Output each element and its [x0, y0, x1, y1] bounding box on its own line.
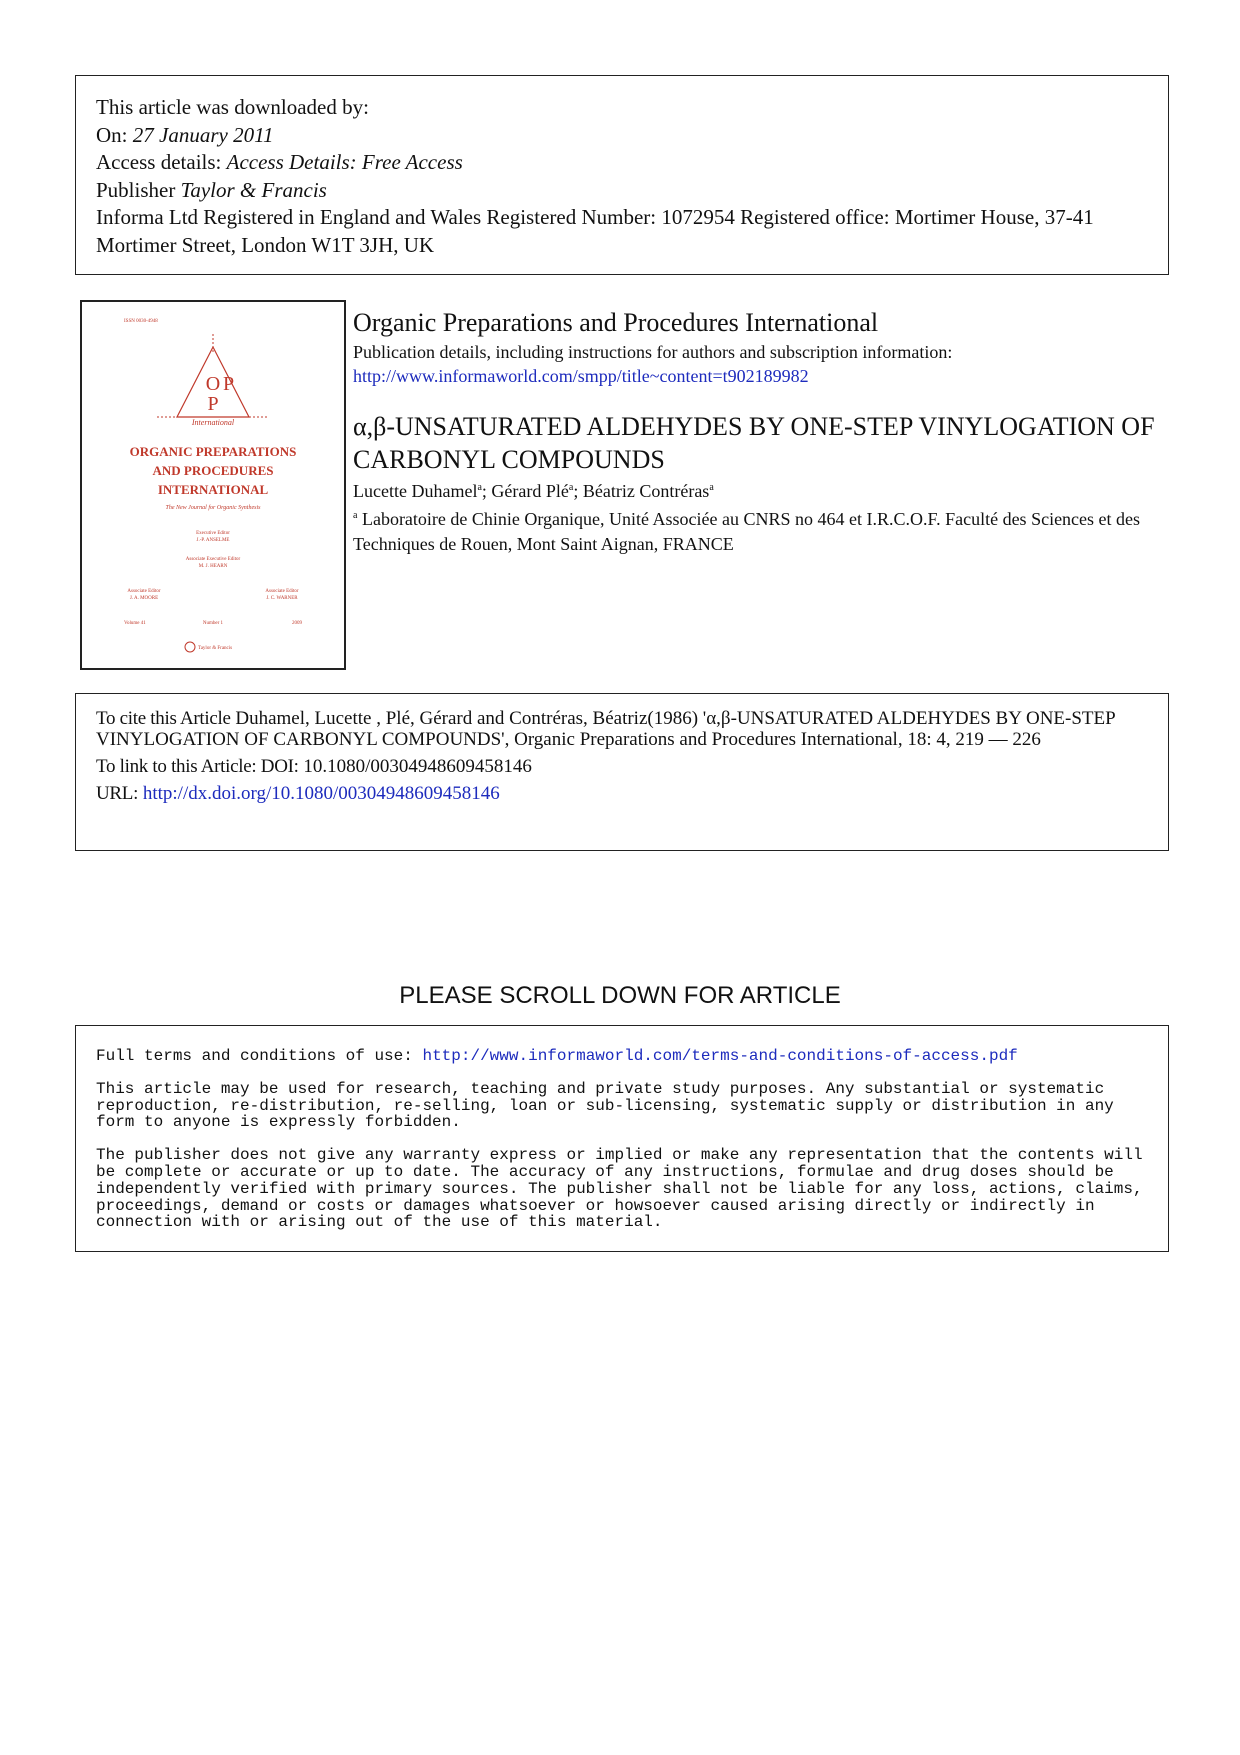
publisher-line — [96, 177, 1148, 205]
terms-box — [75, 1025, 1169, 1252]
cover-volume: Volume 41 — [124, 621, 146, 626]
affiliation-mark: a — [477, 482, 482, 493]
terms-label: Full terms and conditions of use: — [96, 1047, 413, 1065]
cover-assoc-right-label: Associate Editor — [265, 589, 299, 594]
article-title: α,β-UNSATURATED ALDEHYDES BY ONE-STEP VINYLOGATION OF CARBONYL COMPOUNDS — [353, 412, 1155, 474]
terms-line — [96, 1048, 1148, 1065]
citation-box — [75, 693, 1169, 851]
url-label: URL: — [96, 783, 139, 804]
cover-exec-editor-label: Executive Editor — [196, 531, 230, 536]
doi-label: To link to this Article: DOI: — [96, 756, 299, 777]
cover-year: 2009 — [292, 621, 302, 626]
cover-publisher-logo-text: Taylor & Francis — [198, 646, 233, 651]
cover-assoc-exec: M. J. HEARN — [198, 564, 228, 569]
cover-logo-p2: P — [207, 393, 219, 415]
terms-paragraph-1: This article may be used for research, teaching and private study purposes. Any substantial or systematic reproduction, re-distribution, re-selling, loan or sub-licensing, systematic supply or distribution in any form to anyone is expressly forbidden. — [96, 1079, 1114, 1132]
access-label: Access details: — [96, 150, 222, 174]
cover-assoc-left-label: Associate Editor — [127, 589, 161, 594]
journal-cover-image — [80, 300, 346, 670]
url-line — [96, 783, 1148, 804]
affiliation — [353, 503, 1173, 557]
cover-title-1: ORGANIC PREPARATIONS — [129, 444, 297, 459]
cite-text-block — [96, 708, 1148, 750]
cite-text: Duhamel, Lucette , Plé, Gérard and Contréras, Béatriz(1986) 'α,β-UNSATURATED ALDEHYDES BY ONE-STEP VINYLOGATION OF CARBONYL COMPOUNDS', Organic Preparations and Procedures International, 18: 4, 219 — 226 — [96, 708, 1115, 750]
cover-logo-p1: P — [223, 373, 235, 395]
scroll-down-message: PLEASE SCROLL DOWN FOR ARTICLE — [399, 982, 841, 1009]
on-label: On: — [96, 122, 128, 147]
cover-exec-editor: J.-P. ANSELME — [196, 538, 230, 543]
cover-assoc-right: J. C. WARNER — [266, 596, 298, 601]
doi-value: 10.1080/00304948609458146 — [303, 756, 532, 777]
affiliation-text: Laboratoire de Chinie Organique, Unité Associée au CNRS no 464 et I.R.C.O.F. Faculté des Sciences et des Techniques de Rouen, Mont Saint Aignan, FRANCE — [353, 509, 1141, 554]
terms-paragraph-2: The publisher does not give any warranty express or implied or make any representation that the contents will be complete or accurate or up to date. The accuracy of any instructions, formulae and drug doses should be independently verified with primary sources. The publisher shall not be liable for any loss, actions, claims, proceedings, demand or costs or damages whatsoever or howsoever caused arising directly or indirectly in connection with or arising out of the use of this material. — [96, 1146, 1143, 1232]
author-name: Béatriz Contréras — [582, 481, 710, 501]
cover-tagline: The New Journal for Organic Synthesis — [165, 505, 261, 511]
terms-url-link[interactable]: http://www.informaworld.com/terms-and-conditions-of-access.pdf — [422, 1047, 1018, 1065]
journal-url-link[interactable]: http://www.informaworld.com/smpp/title~content=t902189982 — [353, 366, 809, 386]
cover-title-3: INTERNATIONAL — [157, 482, 269, 497]
downloaded-by-line: This article was downloaded by: — [96, 95, 369, 119]
author-name: Lucette Duhamel — [353, 481, 478, 501]
publisher-value: Taylor & Francis — [180, 177, 327, 202]
publisher-logo-icon — [185, 642, 195, 652]
cover-illustration — [82, 302, 344, 668]
cover-number: Number 1 — [202, 621, 224, 626]
publication-details: Publication details, including instructions for authors and subscription information: — [353, 342, 953, 362]
authors-line: Lucette Duhamel$^a$; Gérard Plé$^a$; Béatriz Contréras$^a$ — [353, 481, 714, 501]
cover-issn: ISSN 0030-4948 — [124, 319, 158, 324]
doi-url-link[interactable]: http://dx.doi.org/10.1080/00304948609458146 — [142, 783, 500, 804]
cite-label: To cite this Article — [96, 708, 231, 729]
access-details-line — [96, 149, 1148, 177]
journal-title: Organic Preparations and Procedures International — [353, 308, 879, 337]
cover-assoc-left: J. A. MOORE — [129, 596, 159, 601]
download-info-box — [75, 75, 1169, 275]
cover-logo-sub: International — [191, 418, 235, 427]
download-date-line — [96, 122, 1148, 150]
journal-info — [353, 306, 1173, 557]
affiliation-mark: a — [353, 510, 358, 521]
download-date: 27 January 2011 — [132, 122, 274, 147]
doi-line — [96, 756, 1148, 777]
publisher-label: Publisher — [96, 177, 176, 202]
cover-assoc-exec-label: Associate Executive Editor — [185, 557, 241, 562]
cover-title-2: AND PROCEDURES — [152, 463, 274, 478]
affiliation-mark: a — [709, 482, 714, 493]
access-value: Access Details: Free Access — [226, 150, 463, 174]
cover-logo-o: O — [205, 373, 221, 395]
affiliation-mark: a — [568, 482, 574, 493]
author-name: Gérard Plé — [491, 481, 569, 501]
registration-text: Informa Ltd Registered in England and Wales Registered Number: 1072954 Registered office: Mortimer House, 37-41 Mortimer Street, London W1T 3JH, UK — [96, 205, 1094, 257]
